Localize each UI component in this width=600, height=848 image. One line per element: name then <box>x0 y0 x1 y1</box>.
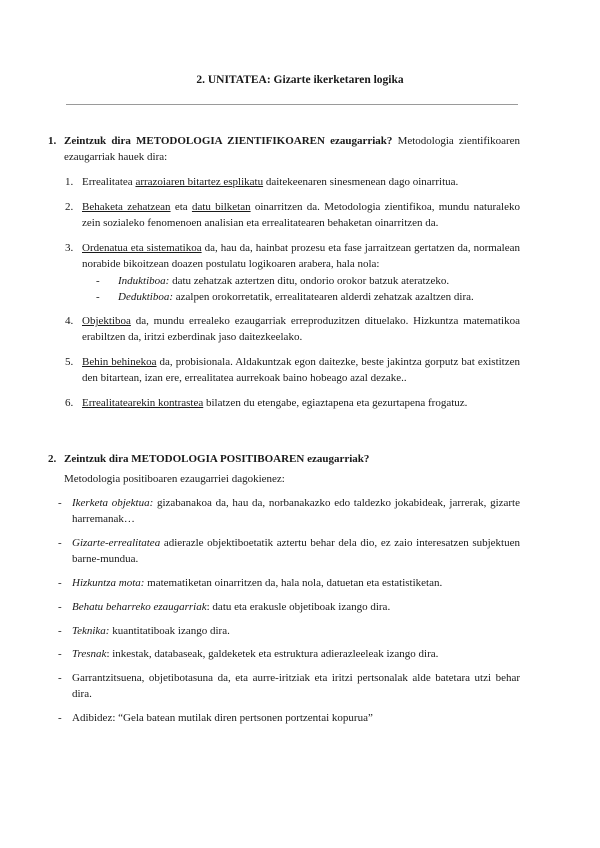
question-2-intro: Metodologia positiboaren ezaugarriei dagokienez: <box>64 472 285 485</box>
list-item: 5. Behin behinekoa da, probisionala. Aldakuntzak egon daitezke, beste jakintza gorputz bat existitzen den bitartean, izan ere, errealitatea aurrekoak baino hobeago azal dezake.. <box>65 356 520 385</box>
list-item: - Hizkuntza mota: matematiketan oinarritzen da, hala nola, datuetan eta estatistiketan. <box>58 576 443 589</box>
list-item: 3. Ordenatua eta sistematikoa da, hau da, hainbat prozesu eta fase jarraitzean gertatzen da, normalean norabide bikoitzean doazen postulatu logikoaren arabera, hala nola: - Induktiboa: datu zehatzak aztertzen ditu, ondorio orokor batzuk ateratzeko. - Deduktiboa: azalpen orokorretatik, errealitatearen alderdi zehatzak azaltzen dira. <box>48 241 520 306</box>
list-item: - Garrantzitsuena, objetibotasuna da, eta aurre-iritziak eta iritzi pertsonalak alde batetara utzi behar dira. <box>58 672 520 701</box>
question-1-intro: Metodologia zientifikoaren ezaugarriak hauek dira: <box>64 135 521 163</box>
list-item: - Ikerketa objektua: gizabanakoa da, hau da, norbanakazko edo taldezko jokabideak, jarrerak, gizarte harremanak… <box>58 496 520 525</box>
page-title: 2. UNITATEA: Gizarte ikerketaren logika <box>196 74 404 86</box>
list-item: - Behatu beharreko ezaugarriak: datu eta erakusle objetiboak izango dira. <box>58 600 391 613</box>
methodology-features-list <box>48 175 520 412</box>
list-item: 4. Objektiboa da, mundu errealeko ezaugarriak erreproduzitzen dituelako. Hizkuntza matematikoa erabiltzen da, iritzi ezberdinak jaso daitezkeelako. <box>65 315 520 344</box>
question-1-section <box>48 134 520 412</box>
list-item: 6. Errealitatearekin kontrastea bilatzen du etengabe, egiaztapena eta gezurtapena frogatuz. <box>65 397 468 410</box>
title-divider <box>66 104 518 105</box>
question-2-number: 2. <box>48 453 57 465</box>
list-item: - Adibidez: “Gela batean mutilak diren pertsonen portzentai kopurua” <box>58 712 373 725</box>
question-1-heading <box>48 134 520 166</box>
positivist-features-list <box>48 496 520 727</box>
question-1-number: 1. <box>48 135 57 147</box>
logic-types-sublist <box>96 274 520 306</box>
list-item: - Tresnak: inkestak, databaseak, galdeketek eta estruktura adierazleeleak izango dira. <box>58 648 439 661</box>
sub-list-item: - Induktiboa: datu zehatzak aztertzen ditu, ondorio orokor batzuk ateratzeko. <box>96 274 450 287</box>
list-item: - Teknika: kuantitatiboak izango dira. <box>58 624 230 637</box>
list-item: - Gizarte-errealitatea adierazle objektiboetatik aztertu behar dela dio, ez zaio interesatzen subjektuen barne-mundua. <box>58 536 520 565</box>
list-item: 2. Behaketa zehatzean eta datu bilketan oinarritzen da. Metodologia zientifikoa, mundu naturaleko zein sozialeko fenomenoen analisian eta errealitatearen behaketan oinarritzen da. <box>65 200 520 229</box>
question-2-heading <box>48 452 520 468</box>
list-item: 1. Errealitatea arrazoiaren bitartez esplikatu daitekeenaren sinesmenean dago oinarritua. <box>65 175 459 188</box>
sub-list-item: - Deduktiboa: azalpen orokorretatik, errealitatearen alderdi zehatzak azaltzen dira. <box>96 290 474 303</box>
question-2-section <box>48 452 520 727</box>
question-1-text: Zeintzuk dira METODOLOGIA ZIENTIFIKOAREN ezaugarriak? <box>64 135 393 147</box>
question-2-text: Zeintzuk dira METODOLOGIA POSITIBOAREN ezaugarriak? <box>64 453 370 465</box>
